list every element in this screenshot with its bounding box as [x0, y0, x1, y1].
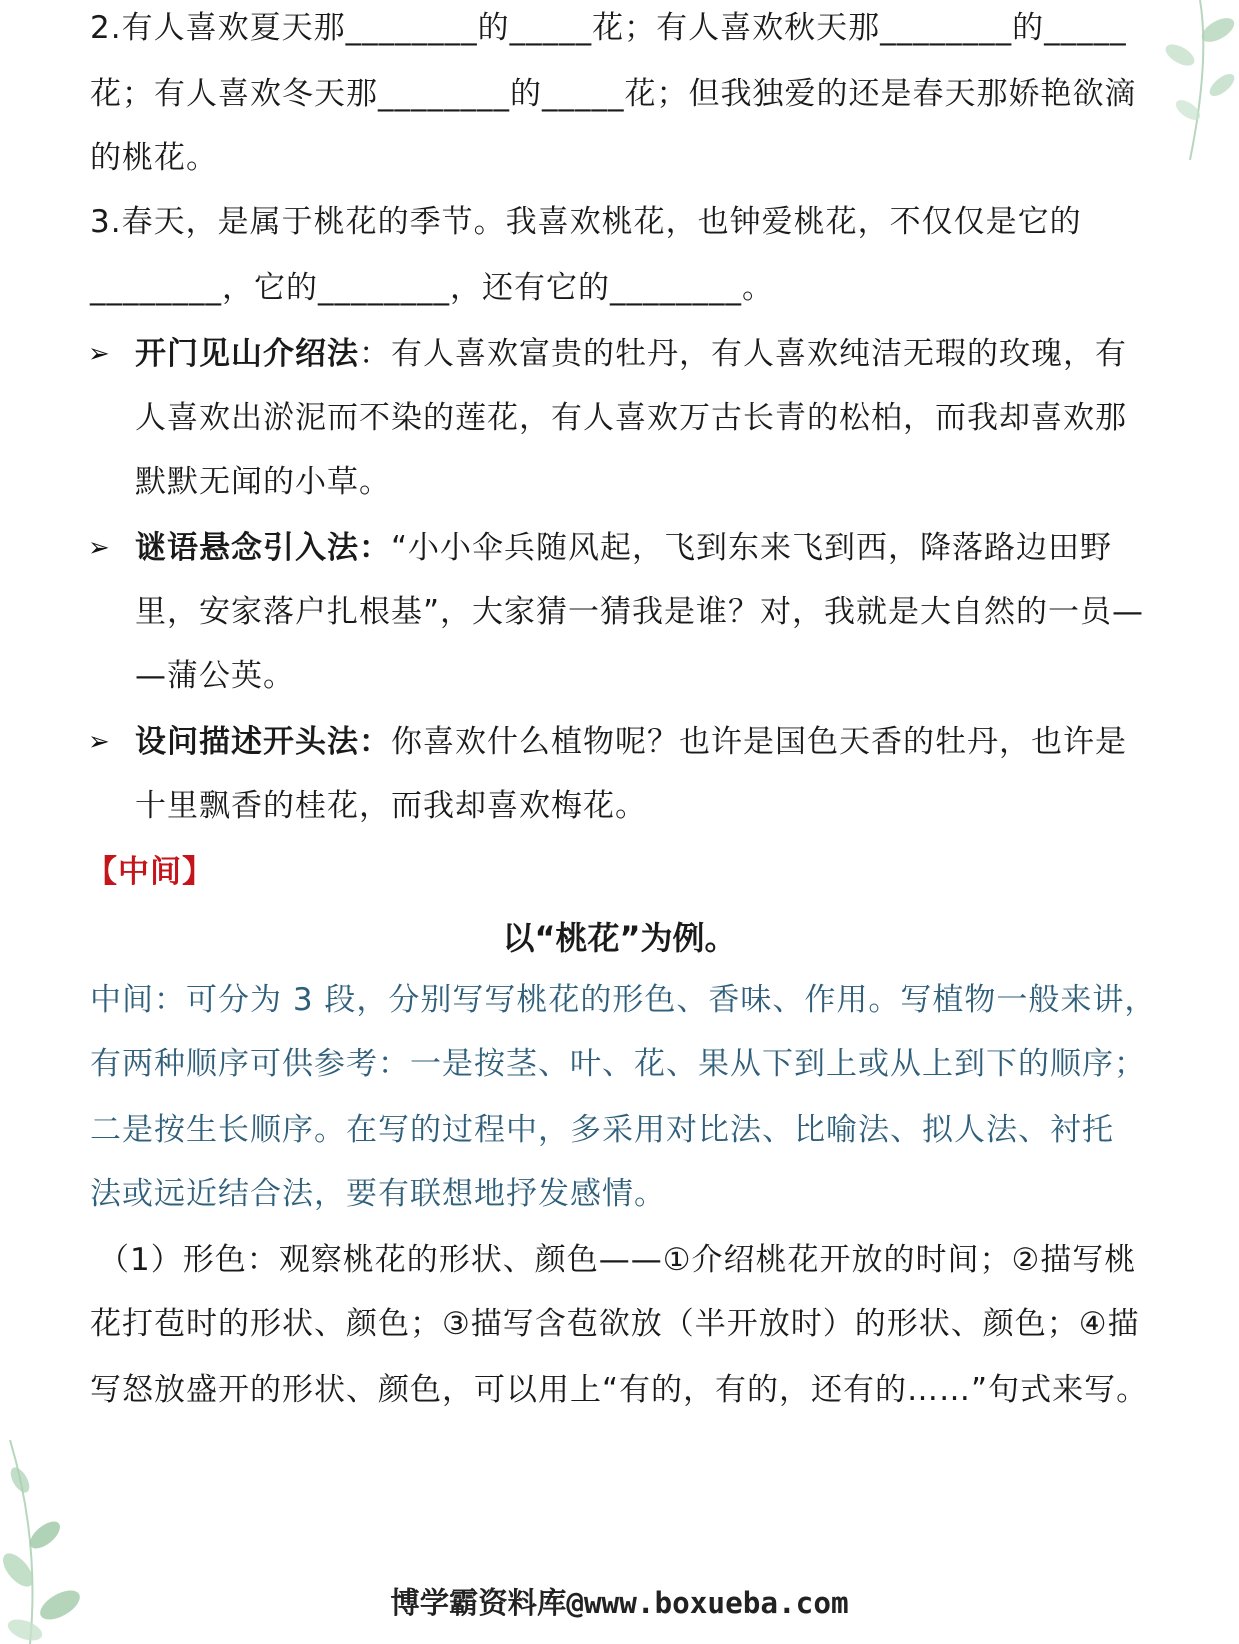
- method-2-line1: [135, 528, 1112, 568]
- note-line-2: 有两种顺序可供参考：一是按茎、叶、花、果从下到上或从上到下的顺序；: [90, 1046, 1146, 1082]
- method-3-title: 设问描述开头法：: [135, 724, 391, 760]
- method-2-text: “小小伞兵随风起，飞到东来飞到西，降落路边田野: [391, 530, 1113, 566]
- section-title: 以“桃花”为例。: [502, 919, 737, 957]
- bullet-arrow-icon: ➢: [88, 533, 110, 563]
- item2-line1: 2.有人喜欢夏天那________的_____花；有人喜欢秋天那________的_____: [90, 10, 1127, 46]
- item2-line2: 花；有人喜欢冬天那________的_____花；但我独爱的还是春天那娇艳欲滴: [90, 76, 1137, 112]
- method-3-text: 你喜欢什么植物呢？也许是国色天香的牡丹，也许是: [391, 724, 1127, 760]
- note-line-3: 二是按生长顺序。在写的过程中，多采用对比法、比喻法、拟人法、衬托: [90, 1112, 1114, 1148]
- bullet-arrow-icon: ➢: [88, 727, 110, 757]
- method-2-line2: 里，安家落户扎根基”，大家猜一猜我是谁？对，我就是大自然的一员—: [135, 594, 1145, 630]
- method-2-line3: —蒲公英。: [135, 658, 295, 694]
- footer-watermark: 博学霸资料库@www.boxueba.com: [390, 1586, 849, 1620]
- item3-line2: ________，它的________，还有它的________。: [90, 270, 774, 306]
- para-line-1: （1）形色：观察桃花的形状、颜色——①介绍桃花开放的时间；②描写桃: [98, 1242, 1137, 1278]
- note-line-1: 中间：可分为 3 段，分别写写桃花的形色、香味、作用。写植物一般来讲，: [90, 982, 1157, 1018]
- method-1-line3: 默默无闻的小草。: [135, 464, 391, 500]
- section-label: 【中间】: [86, 854, 214, 890]
- method-3-line1: [135, 722, 1127, 762]
- para-line-3: 写怒放盛开的形状、颜色，可以用上“有的，有的，还有的……”句式来写。: [90, 1372, 1149, 1408]
- method-1-title: 开门见山介绍法: [135, 336, 359, 372]
- method-2-title: 谜语悬念引入法：: [135, 530, 391, 566]
- bullet-arrow-icon: ➢: [88, 339, 110, 369]
- leaf-decoration-top-right-icon: [1140, 0, 1239, 160]
- note-line-4: 法或远近结合法，要有联想地抒发感情。: [90, 1176, 666, 1212]
- item3-line1: 3.春天，是属于桃花的季节。我喜欢桃花，也钟爱桃花，不仅仅是它的: [90, 204, 1082, 240]
- method-1-line2: 人喜欢出淤泥而不染的莲花，有人喜欢万古长青的松柏，而我却喜欢那: [135, 400, 1127, 436]
- method-1-text: ：有人喜欢富贵的牡丹，有人喜欢纯洁无瑕的玫瑰，有: [359, 336, 1127, 372]
- para-line-2: 花打苞时的形状、颜色；③描写含苞欲放（半开放时）的形状、颜色；④描: [90, 1306, 1140, 1342]
- method-1-line1: [135, 334, 1127, 374]
- method-3-line2: 十里飘香的桂花，而我却喜欢梅花。: [135, 788, 647, 824]
- item2-line3: 的桃花。: [90, 140, 218, 176]
